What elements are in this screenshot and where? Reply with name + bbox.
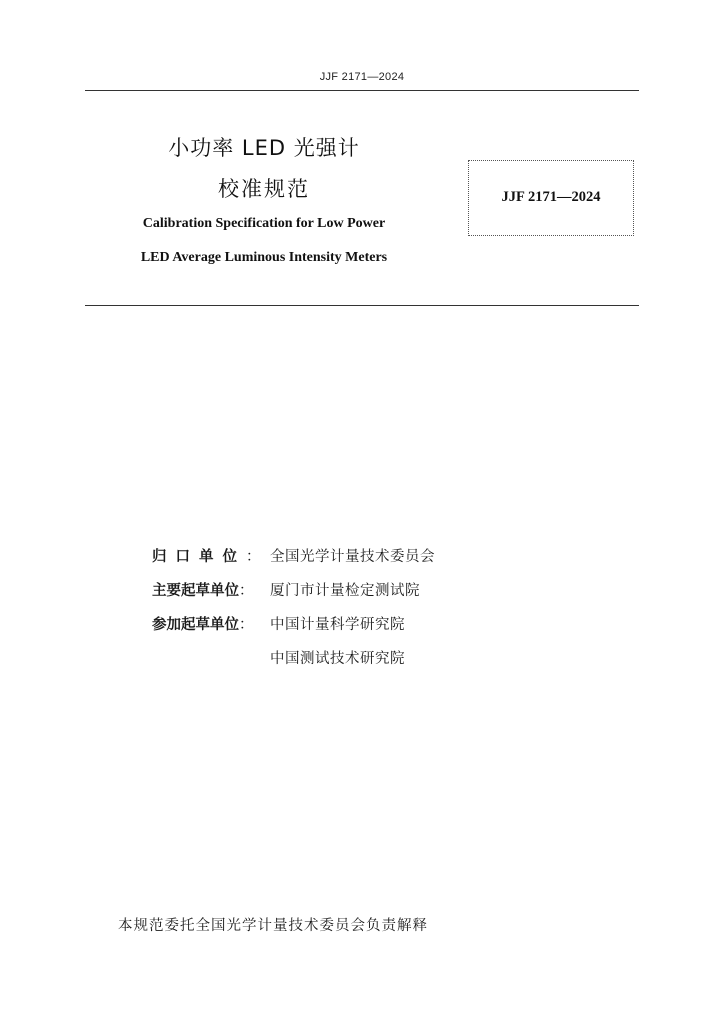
standard-code-box (468, 160, 634, 236)
interpretation-note: 本规范委托全国光学计量技术委员会负责解释 (118, 918, 428, 934)
title-rule (85, 305, 639, 306)
responsible-unit-value: 全国光学计量技术委员会 (270, 548, 435, 565)
responsible-unit-label: 归口单位： (152, 548, 261, 565)
main-drafter-row (152, 572, 435, 606)
participant-row (152, 606, 435, 640)
responsible-unit-row (152, 538, 435, 572)
title-en-line2: LED Average Luminous Intensity Meters (140, 250, 388, 265)
header-rule (85, 90, 639, 91)
title-cn-line1: 小功率 LED 光强计 (168, 136, 360, 160)
title-en-line1: Calibration Specification for Low Power (142, 216, 386, 231)
participant-value: 中国测试技术研究院 (270, 650, 405, 667)
standard-code: JJF 2171—2024 (501, 188, 601, 205)
main-drafter-value: 厦门市计量检定测试院 (270, 582, 420, 599)
participant-row (152, 640, 435, 674)
header-standard-code: JJF 2171—2024 (319, 71, 405, 83)
participant-label: 参加起草单位： (152, 616, 254, 633)
participant-value: 中国计量科学研究院 (270, 616, 405, 633)
title-cn-line2: 校准规范 (218, 177, 310, 201)
drafting-units (152, 538, 435, 674)
main-drafter-label: 主要起草单位： (152, 582, 254, 599)
